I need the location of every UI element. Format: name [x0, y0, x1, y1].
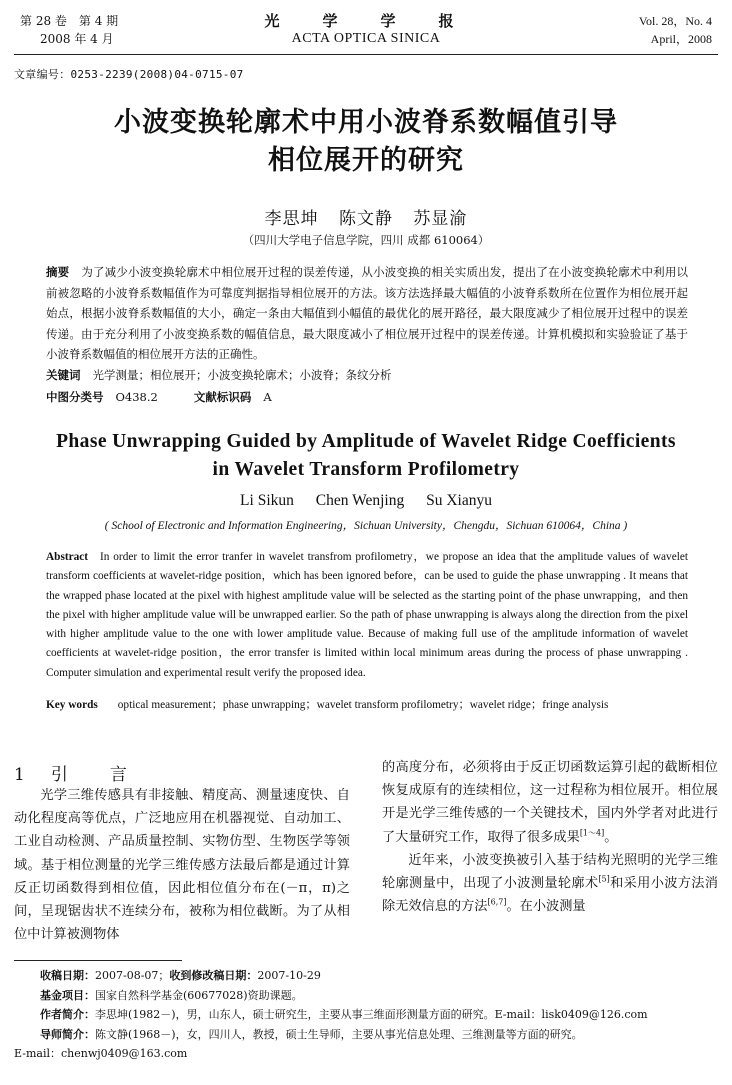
citation: [5]	[598, 874, 610, 884]
footnote-advisor-email: E-mail：chenwj0409@163.com	[14, 1047, 188, 1061]
chinese-abstract	[46, 262, 688, 365]
date-cn: 2008 年 4 月	[40, 32, 114, 46]
class-number-label: 中图分类号	[46, 390, 104, 404]
author-en: Chen Wenjing	[315, 492, 405, 509]
doc-code-value: A	[263, 390, 272, 404]
header-divider	[14, 54, 718, 55]
author-bio-label: 作者简介：	[40, 1008, 95, 1022]
journal-name-en: ACTA OPTICA SINICA	[291, 31, 441, 46]
author-cn: 李思坤	[264, 209, 319, 229]
chinese-title-line1: 小波变换轮廓术中用小波脊系数幅值引导	[114, 107, 618, 138]
english-abstract-label: Abstract	[46, 551, 89, 563]
english-affiliation: ( School of Electronic and Information Engineering，Sichuan University，Chengdu，Sichuan 610064，China )	[104, 520, 628, 532]
english-keywords	[46, 696, 688, 715]
author-cn: 陈文静	[339, 209, 393, 229]
author-bio-value: 李思坤(1982－)，男，山东人，硕士研究生，主要从事三维面形测量方面的研究。E-mail：lisk0409@126.com	[95, 1008, 648, 1022]
para-text: 。	[604, 829, 618, 845]
intro-paragraph: 光学三维传感具有非接触、精度高、测量速度快、自动化程度高等优点，广泛地应用在机器视觉、自动加工、工业自动检测、产品质量控制、实物仿型、生物医学等领域。基于相位测量的光学三维传感方法最后都是通过计算反正切函数得到相位值，因此相位值分布在(－π，π)之间，呈现锯齿状不连续分布，被称为相位截断。为了从相位中计算被测物体	[14, 788, 350, 943]
footnote-divider	[14, 960, 182, 961]
english-title-line2: in Wavelet Transform Profilometry	[212, 459, 520, 480]
chinese-affiliation: （四川大学电子信息学院，四川 成都 610064）	[242, 233, 490, 247]
footnotes	[14, 966, 720, 1064]
fund-label: 基金项目：	[40, 988, 95, 1002]
body-right-column	[382, 756, 718, 918]
chinese-title	[0, 104, 732, 180]
para-text: 的高度分布，必须将由于反正切函数运算引起的截断相位恢复成原有的连续相位，这一过程称为相位展开。相位展开是光学三维传感的一个关键技术，国内外学者对此进行了大量研究工作，取得了很多成果	[382, 760, 718, 845]
section-title-part1: 引	[50, 765, 68, 785]
chinese-keywords	[46, 365, 688, 385]
volume-issue-en: Vol. 28，No. 4	[638, 14, 712, 28]
chinese-keywords-text: 光学测量；相位展开；小波变换轮廓术；小波脊；条纹分析	[92, 368, 392, 382]
class-number-value: O438.2	[115, 390, 158, 404]
english-authors	[0, 492, 732, 510]
section-heading	[14, 760, 127, 785]
received-value: 2007-08-07；	[95, 969, 170, 982]
english-keywords-label: Key words	[46, 699, 98, 711]
citation: [6,7]	[487, 897, 507, 907]
doc-code-label: 文献标识码	[193, 390, 252, 404]
date-en: April，2008	[650, 32, 712, 46]
english-abstract	[46, 548, 688, 683]
classification-line	[46, 387, 688, 407]
fund-value: 国家自然科学基金(60677028)资助课题。	[95, 988, 303, 1002]
intro-paragraph-continued	[382, 756, 718, 849]
english-abstract-text: In order to limit the error tranfer in wavelet transfrom profilometry，we propose an idea that the amplitude values of wavelet transform coefficients at wavelet-ridge position，which has been ignored before，can be used to guide the phase unwrapping . It means that the wrapped phase located at the pixel with highest amplitude value will be selected as the starting point of the phase unwrapping，and then the pixel with higher amplitude value will be unwrapped earlier. So the path of phase unwrapping is always along the direction from the pixel with higher amplitude value to the one with lower amplitude value. Because of making full use of the amplitude information of wavelet coefficients at wavelet-ridge position，the error transfer is limited within local minimum areas during the process of phase unwrapping . Computer simulation and experimental result verify the proposed idea.	[46, 551, 688, 679]
revised-label: 收到修改稿日期：	[169, 969, 258, 982]
author-en: Su Xianyu	[426, 492, 492, 509]
section-number: 1	[14, 765, 25, 785]
chinese-title-line2: 相位展开的研究	[268, 145, 464, 176]
advisor-bio-value: 陈文静(1968－)，女，四川人，教授，硕士生导师，主要从事光信息处理、三维测量等方面的研究。	[95, 1027, 583, 1041]
volume-issue-cn: 第 28 卷 第 4 期	[20, 14, 119, 28]
chinese-authors	[0, 204, 732, 229]
chinese-abstract-label: 摘要	[46, 265, 70, 279]
footnote-advisor	[40, 1025, 720, 1045]
footnote-dates	[40, 966, 720, 986]
footnote-fund	[40, 986, 720, 1006]
advisor-bio-label: 导师简介：	[40, 1027, 95, 1041]
english-title-line1: Phase Unwrapping Guided by Amplitude of Wavelet Ridge Coefficients	[56, 431, 676, 452]
author-cn: 苏显渝	[413, 209, 468, 229]
article-number: 文章编号：0253-2239(2008)04-0715-07	[14, 68, 244, 81]
chinese-keywords-label: 关键词	[46, 368, 81, 382]
chinese-abstract-text: 为了减少小波变换轮廓术中相位展开过程的误差传递，从小波变换的相关实质出发，提出了在小波变换轮廓术中利用以前被忽略的小波脊系数幅值作为可靠度判据指导相位展开的方法。该方法选择最大幅值的小波脊系数所在位置作为相位展开起始点，根据小波脊系数幅值的大小，确定一条由大幅值到小幅值的最优化的展开路径，最大限度减少了相位展开过程中的误差传递。由于充分利用了小波变换系数的幅值信息，最大限度减小了相位展开过程中的误差传递。计算机模拟和实验验证了基于小波脊系数幅值的相位展开方法的正确性。	[46, 265, 688, 361]
author-en: Li Sikun	[240, 492, 294, 509]
para-text: 。在小波测量	[506, 899, 586, 915]
revised-value: 2007-10-29	[257, 969, 321, 982]
journal-name-cn: 光 学 学 报	[264, 12, 468, 30]
citation: [1～4]	[579, 828, 605, 838]
english-title	[0, 428, 732, 484]
section-title-part2: 言	[109, 765, 127, 785]
intro-paragraph-2	[382, 849, 718, 919]
para-text: 和采用小波方法消除无效信息的方法	[382, 876, 718, 915]
received-label: 收稿日期：	[40, 969, 95, 982]
header-volume-en-block	[639, 12, 712, 48]
journal-title-block	[0, 12, 732, 48]
para-text: 近年来，小波变换被引入基于结构光照明的光学三维轮廓测量中，出现了小波测量轮廓术	[382, 852, 718, 892]
english-keywords-text: optical measurement；phase unwrapping；wavelet transform profilometry；wavelet ridge；fringe analysis	[117, 699, 609, 711]
body-left-column	[14, 784, 350, 946]
footnote-author	[40, 1005, 720, 1025]
